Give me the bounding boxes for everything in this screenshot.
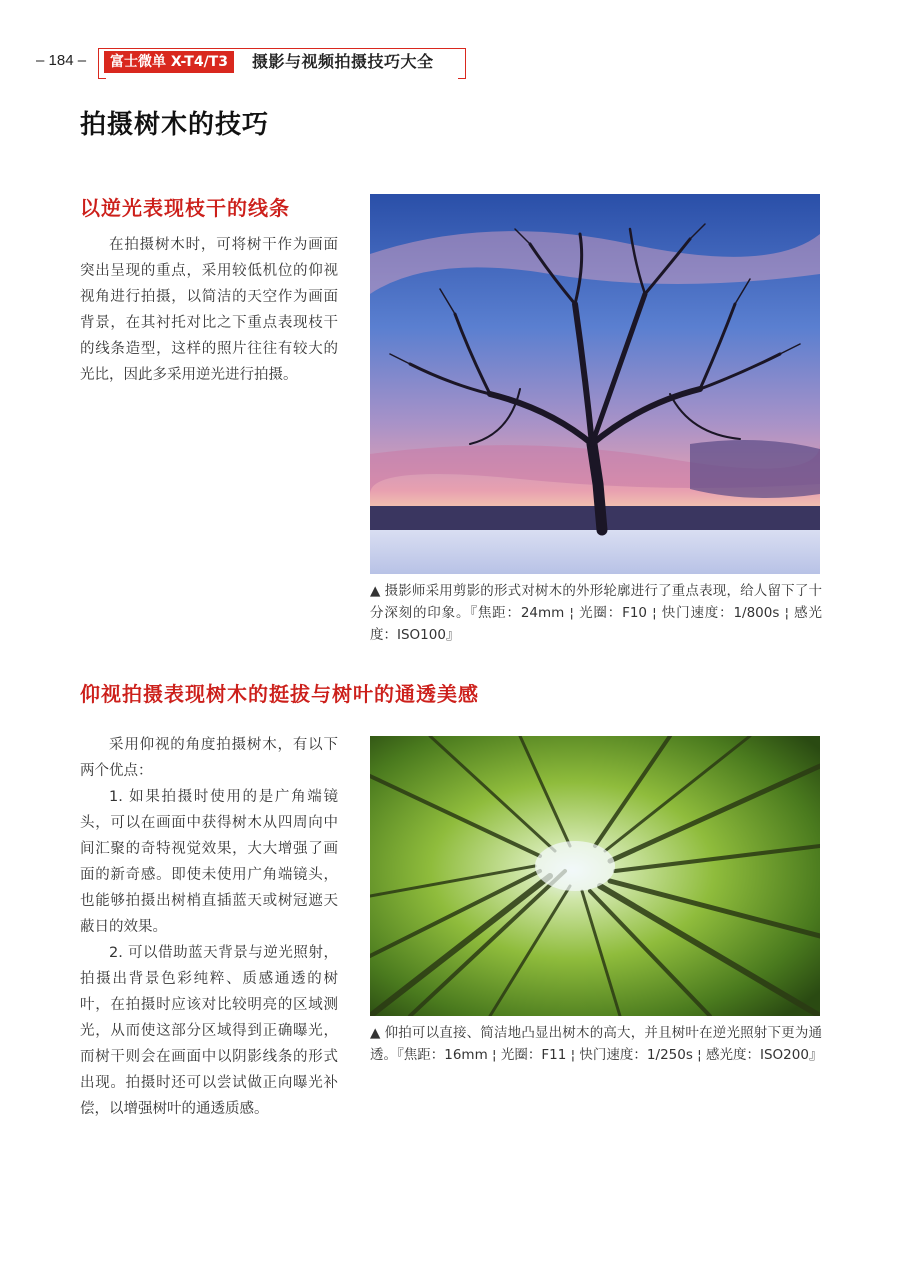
section-body-upward (80, 732, 338, 1122)
paragraph: 1. 如果拍摄时使用的是广角端镜头，可以在画面中获得树木从四周向中间汇聚的奇特视觉效果，大大增强了画面的新奇感。即使未使用广角端镜头，也能够拍摄出树梢直插蓝天或树冠遮天蔽日的效果。 (80, 789, 338, 935)
triangle-icon: ▲ (370, 1025, 381, 1041)
series-tag: 富士微单 X-T4/T3 (104, 51, 234, 73)
caption-text: 仰拍可以直接、简洁地凸显出树木的高大，并且树叶在逆光照射下更为通透。『焦距：16mm ¦ 光圈：F11 ¦ 快门速度：1/250s ¦ 感光度：ISO200』 (370, 1025, 823, 1063)
caption-text: 摄影师采用剪影的形式对树木的外形轮廓进行了重点表现，给人留下了十分深刻的印象。『焦距：24mm ¦ 光圈：F10 ¦ 快门速度：1/800s ¦ 感光度：ISO100』 (370, 583, 822, 643)
photo-forest-canopy (370, 736, 820, 1016)
paragraph: 2. 可以借助蓝天背景与逆光照射，拍摄出背景色彩纯粹、质感通透的树叶，在拍摄时应该对比较明亮的区域测光，从而使这部分区域得到正确曝光，而树干则会在画面中以阴影线条的形式出现。拍摄时还可以尝试做正向曝光补偿，以增强树叶的通透质感。 (80, 945, 338, 1117)
book-title: 摄影与视频拍摄技巧大全 (252, 52, 434, 71)
photo-tree-silhouette (370, 194, 820, 574)
triangle-icon: ▲ (370, 583, 381, 599)
section-body-backlight (80, 232, 338, 388)
paragraph: 在拍摄树木时，可将树干作为画面突出呈现的重点，采用较低机位的仰视视角进行拍摄，以简洁的天空作为画面背景，在其衬托对比之下重点表现枝干的线条造型，这样的照片往往有较大的光比，因此多采用逆光进行拍摄。 (80, 237, 338, 383)
tree-silhouette-image (370, 194, 820, 574)
photo-caption-backlight (370, 580, 822, 646)
section-heading-backlight: 以逆光表现枝干的线条 (80, 196, 290, 220)
running-header (30, 46, 450, 80)
section-heading-upward: 仰视拍摄表现树木的挺拔与树叶的通透美感 (80, 682, 479, 706)
forest-canopy-image (370, 736, 820, 1016)
photo-caption-upward (370, 1022, 822, 1066)
page-title: 拍摄树木的技巧 (80, 110, 270, 140)
paragraph: 采用仰视的角度拍摄树木，有以下两个优点： (80, 737, 338, 779)
page-number: – 184 – (36, 52, 87, 69)
